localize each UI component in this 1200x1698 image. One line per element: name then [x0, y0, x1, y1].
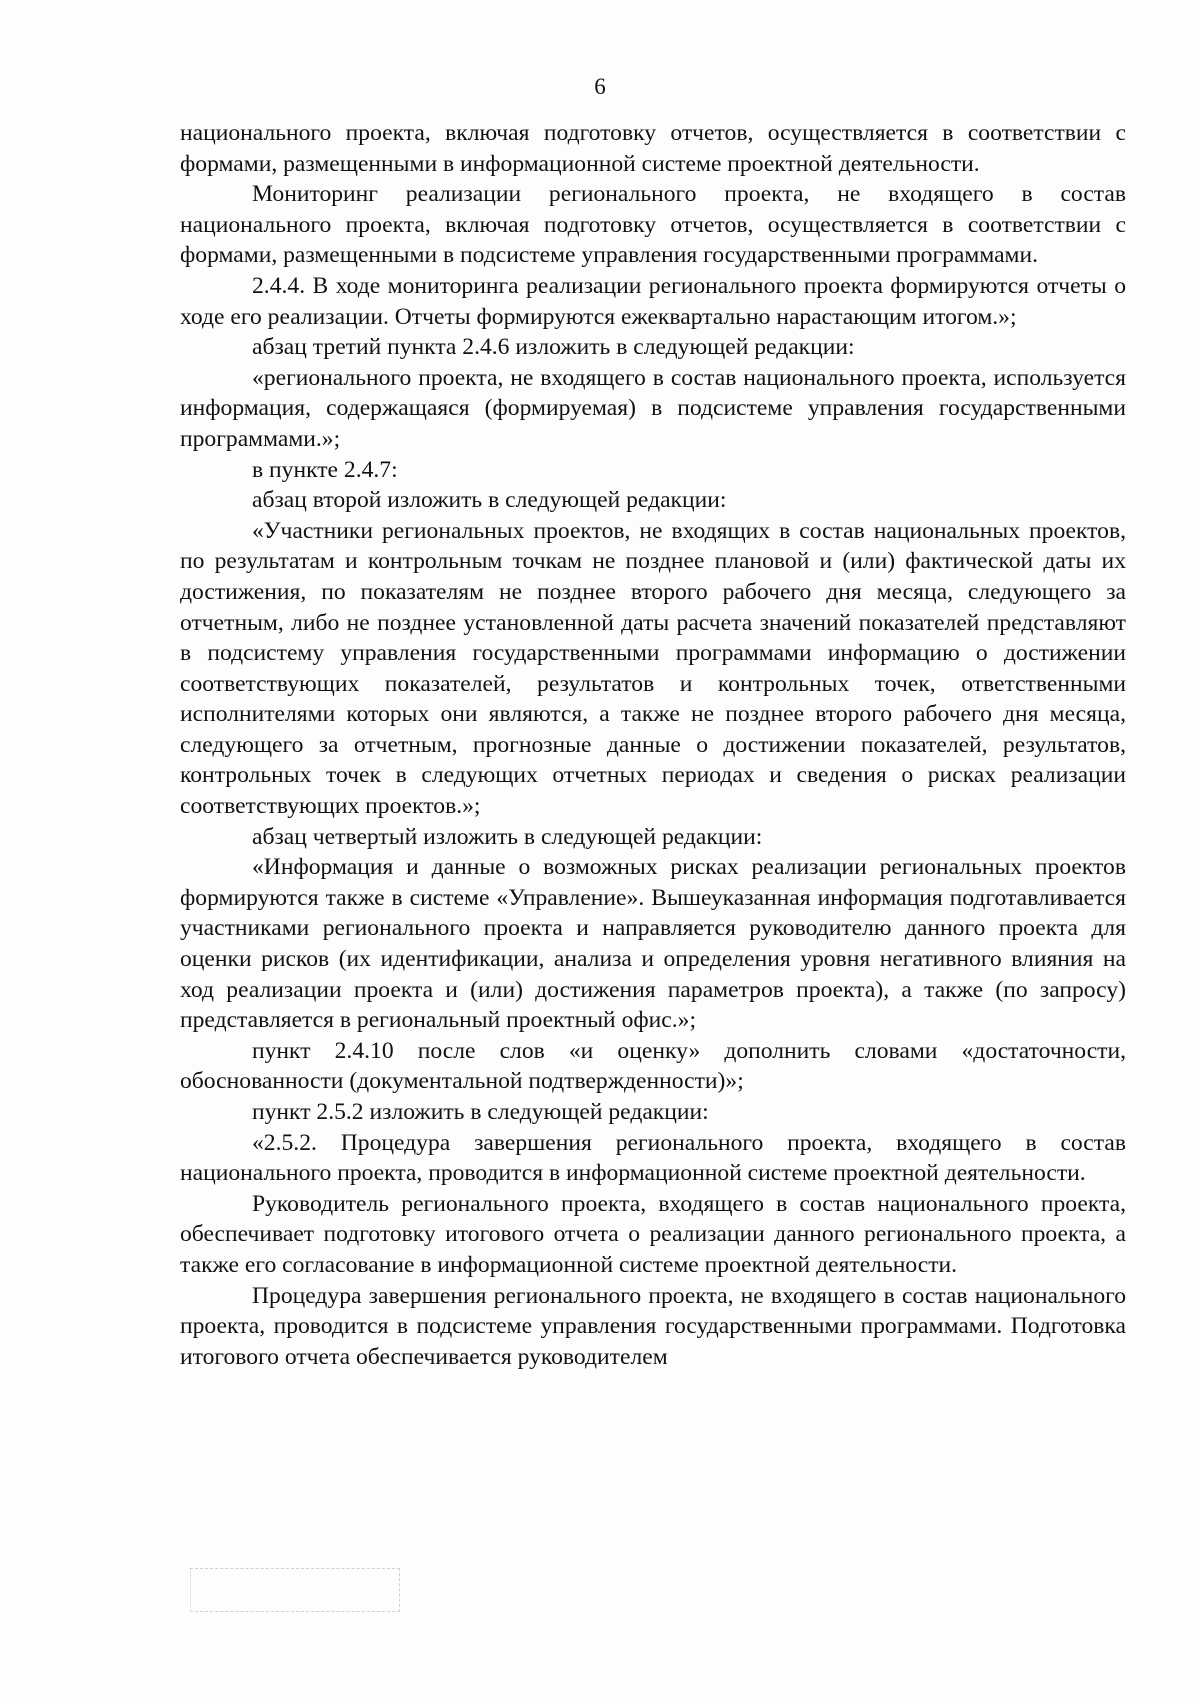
paragraph-continuation: национального проекта, включая подготовку отчетов, осуществляется в соответствии с формами, размещенными в информационной системе проектной деятельности.	[180, 120, 1126, 177]
paragraph-amend-2-5-2: пункт 2.5.2 изложить в следующей редакции:	[252, 1099, 709, 1125]
paragraph-2-4-6-text: «регионального проекта, не входящего в состав национального проекта, используется информация, содержащаяся (формируемая) в подсистеме управления государственными программами.»;	[180, 364, 1126, 452]
paragraph-amend-second: абзац второй изложить в следующей редакции:	[252, 487, 727, 514]
paragraph-2-5-2: «2.5.2. Процедура завершения регионального проекта, входящего в состав национального проекта, проводится в информационной системе проектной деятельности.	[180, 1129, 1126, 1187]
faded-stamp	[190, 1568, 400, 1612]
paragraph-completion-procedure: Процедура завершения регионального проекта, не входящего в состав национального проекта, проводится в подсистеме управления государственными программами. Подготовка итогового отчета обеспечивается руководителем	[180, 1282, 1126, 1370]
paragraph-amend-fourth: абзац четвертый изложить в следующей редакции:	[252, 823, 763, 850]
paragraph-head-of-project: Руководитель регионального проекта, входящего в состав национального проекта, обеспечивает подготовку итогового отчета о реализации данного регионального проекта, а также его согласование в информационной системе проектной деятельности.	[180, 1190, 1126, 1278]
paragraph-point-2-4-7: в пункте 2.4.7:	[252, 456, 398, 483]
paragraph-risks: «Информация и данные о возможных рисках реализации региональных проектов формируются также в системе «Управление». Вышеуказанная информация подготавливается участниками регионального проекта и направляется руководителю данного проекта для оценки рисков (их идентификации, анализа и определения уровня негативного влияния на ход реализации проекта и (или) достижения параметров проекта), а также (по запросу) представляется в региональный проектный офис.»;	[180, 854, 1126, 1034]
paragraph-participants: «Участники региональных проектов, не входящих в состав национальных проектов, по результатам и контрольным точкам не позднее плановой и (или) фактической даты их достижения, по показателям не позднее второго рабочего дня месяца, следующего за отчетным, либо не позднее установленной даты расчета значений показателей представляют в подсистему управления государственными программами информацию о достижении соответствующих показателей, результатов и контрольных точек, ответственными исполнителями которых они являются, а также не позднее второго рабочего дня месяца, следующего за отчетным, прогнозные данные о достижении показателей, результатов, контрольных точек в следующих отчетных периодах и сведения о рисках реализации соответствующих проектов.»;	[180, 517, 1126, 820]
paragraph-2-4-10: пункт 2.4.10 после слов «и оценку» дополнить словами «достаточности, обоснованности (документальной подтвержденности)»;	[180, 1037, 1126, 1095]
paragraph-monitoring: Мониторинг реализации регионального проекта, не входящего в состав национального проекта, включая подготовку отчетов, осуществляется в соответствии с формами, размещенными в подсистеме управления государственными программами.	[180, 181, 1126, 269]
document-body	[180, 118, 1126, 1372]
paragraph-2-4-4: 2.4.4. В ходе мониторинга реализации регионального проекта формируются отчеты о ходе его реализации. Отчеты формируются ежеквартально нарастающим итогом.»;	[180, 272, 1126, 330]
page-number: 6	[594, 74, 606, 99]
paragraph-amend-2-4-6: абзац третий пункта 2.4.6 изложить в следующей редакции:	[252, 334, 855, 361]
